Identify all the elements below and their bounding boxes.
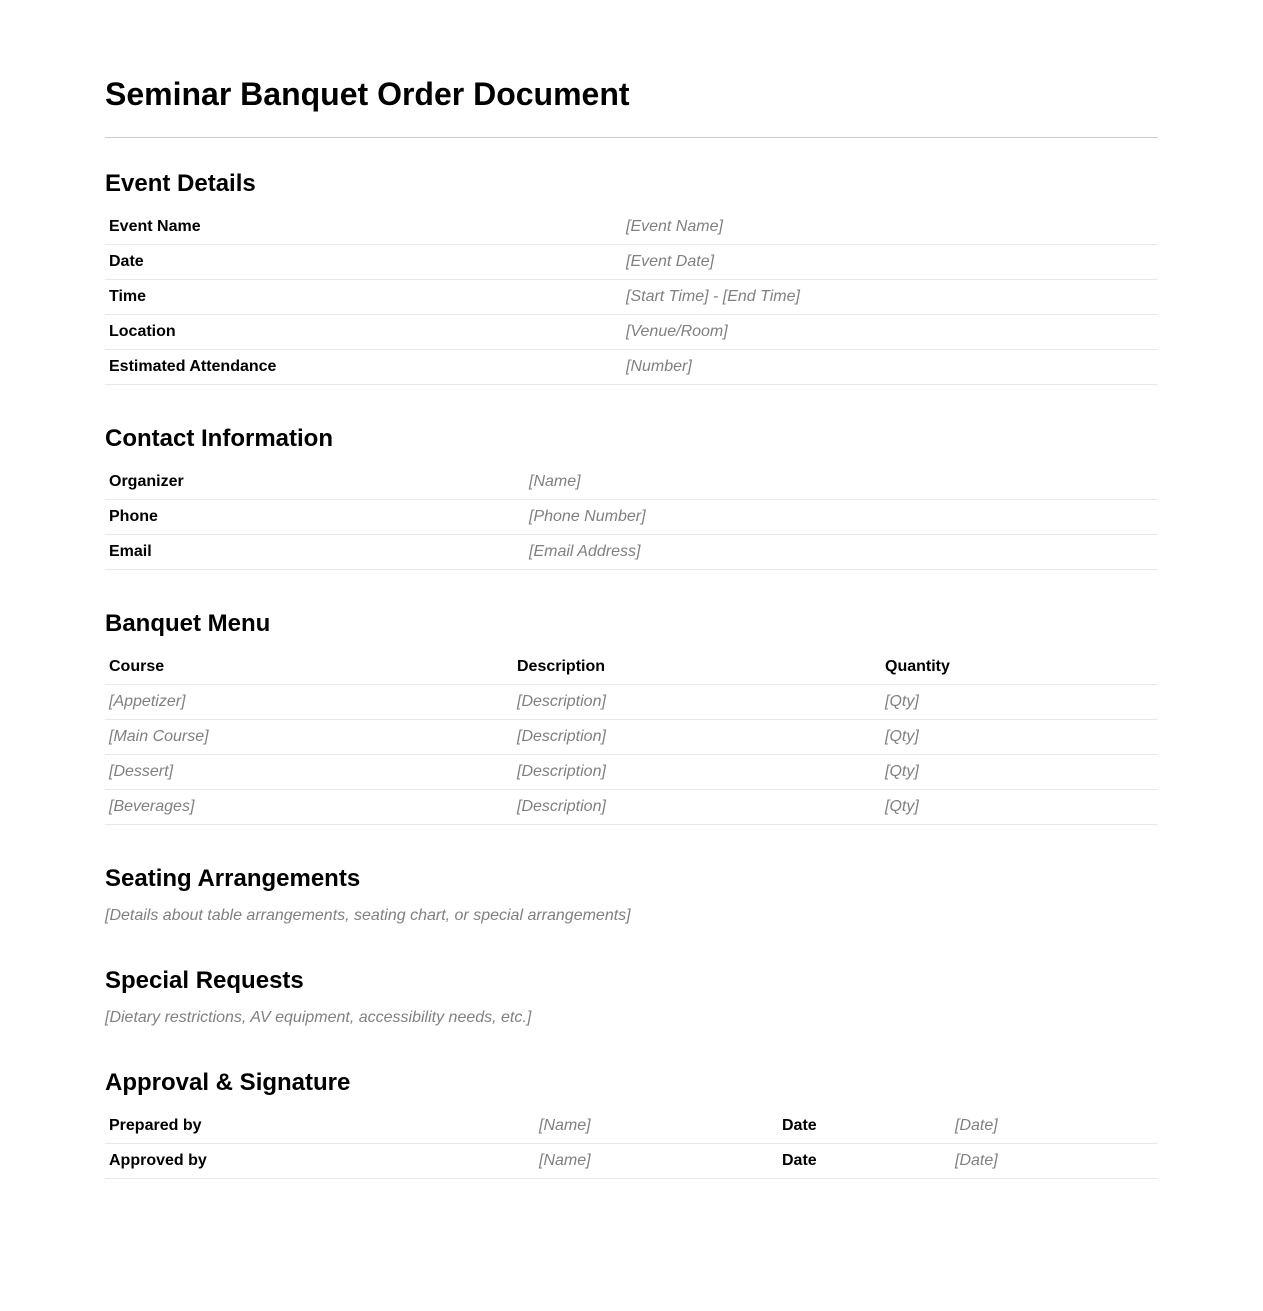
seating-arrangements-text: [Details about table arrangements, seating chart, or special arrangements] — [105, 907, 631, 924]
description-cell: [Description] — [513, 720, 881, 755]
event-location-value: [Venue/Room] — [622, 315, 1158, 350]
description-column-header: Description — [513, 650, 881, 685]
special-requests-text: [Dietary restrictions, AV equipment, accessibility needs, etc.] — [105, 1009, 532, 1026]
contact-information-table — [105, 465, 1158, 570]
description-cell: [Description] — [513, 790, 881, 825]
approved-by-name: [Name] — [535, 1144, 778, 1179]
event-name-value: [Event Name] — [622, 210, 1158, 245]
prepared-by-name: [Name] — [535, 1109, 778, 1144]
email-value: [Email Address] — [525, 535, 1158, 570]
email-label: Email — [105, 535, 525, 570]
course-cell: [Beverages] — [105, 790, 513, 825]
table-row — [105, 280, 1158, 315]
table-row — [105, 315, 1158, 350]
event-details-heading: Event Details — [105, 170, 256, 197]
document-page — [105, 0, 1158, 1179]
quantity-column-header: Quantity — [881, 650, 1158, 685]
event-details-table — [105, 210, 1158, 385]
special-requests-heading: Special Requests — [105, 967, 304, 994]
course-cell: [Dessert] — [105, 755, 513, 790]
event-time-value: [Start Time] - [End Time] — [622, 280, 1158, 315]
table-row — [105, 755, 1158, 790]
table-row — [105, 245, 1158, 280]
table-row — [105, 535, 1158, 570]
event-time-label: Time — [105, 280, 622, 315]
description-cell: [Description] — [513, 685, 881, 720]
table-row — [105, 685, 1158, 720]
phone-label: Phone — [105, 500, 525, 535]
course-column-header: Course — [105, 650, 513, 685]
phone-value: [Phone Number] — [525, 500, 1158, 535]
approved-date-label: Date — [778, 1144, 951, 1179]
quantity-cell: [Qty] — [881, 755, 1158, 790]
approval-signature-heading: Approval & Signature — [105, 1069, 351, 1096]
course-cell: [Appetizer] — [105, 685, 513, 720]
table-row — [105, 500, 1158, 535]
table-row — [105, 210, 1158, 245]
course-cell: [Main Course] — [105, 720, 513, 755]
table-row — [105, 790, 1158, 825]
quantity-cell: [Qty] — [881, 790, 1158, 825]
event-location-label: Location — [105, 315, 622, 350]
event-date-label: Date — [105, 245, 622, 280]
estimated-attendance-label: Estimated Attendance — [105, 350, 622, 385]
organizer-label: Organizer — [105, 465, 525, 500]
contact-information-heading: Contact Information — [105, 425, 333, 452]
approval-table — [105, 1109, 1158, 1179]
description-cell: [Description] — [513, 755, 881, 790]
table-header-row — [105, 650, 1158, 685]
document-title: Seminar Banquet Order Document — [105, 74, 1158, 138]
organizer-value: [Name] — [525, 465, 1158, 500]
banquet-menu-table — [105, 650, 1158, 825]
approved-by-label: Approved by — [105, 1144, 535, 1179]
event-date-value: [Event Date] — [622, 245, 1158, 280]
quantity-cell: [Qty] — [881, 720, 1158, 755]
prepared-date-label: Date — [778, 1109, 951, 1144]
table-row — [105, 1144, 1158, 1179]
approved-date-value: [Date] — [951, 1144, 1158, 1179]
table-row — [105, 1109, 1158, 1144]
table-row — [105, 350, 1158, 385]
table-row — [105, 720, 1158, 755]
estimated-attendance-value: [Number] — [622, 350, 1158, 385]
prepared-date-value: [Date] — [951, 1109, 1158, 1144]
table-row — [105, 465, 1158, 500]
banquet-menu-heading: Banquet Menu — [105, 610, 271, 637]
prepared-by-label: Prepared by — [105, 1109, 535, 1144]
quantity-cell: [Qty] — [881, 685, 1158, 720]
event-name-label: Event Name — [105, 210, 622, 245]
seating-arrangements-heading: Seating Arrangements — [105, 865, 361, 892]
